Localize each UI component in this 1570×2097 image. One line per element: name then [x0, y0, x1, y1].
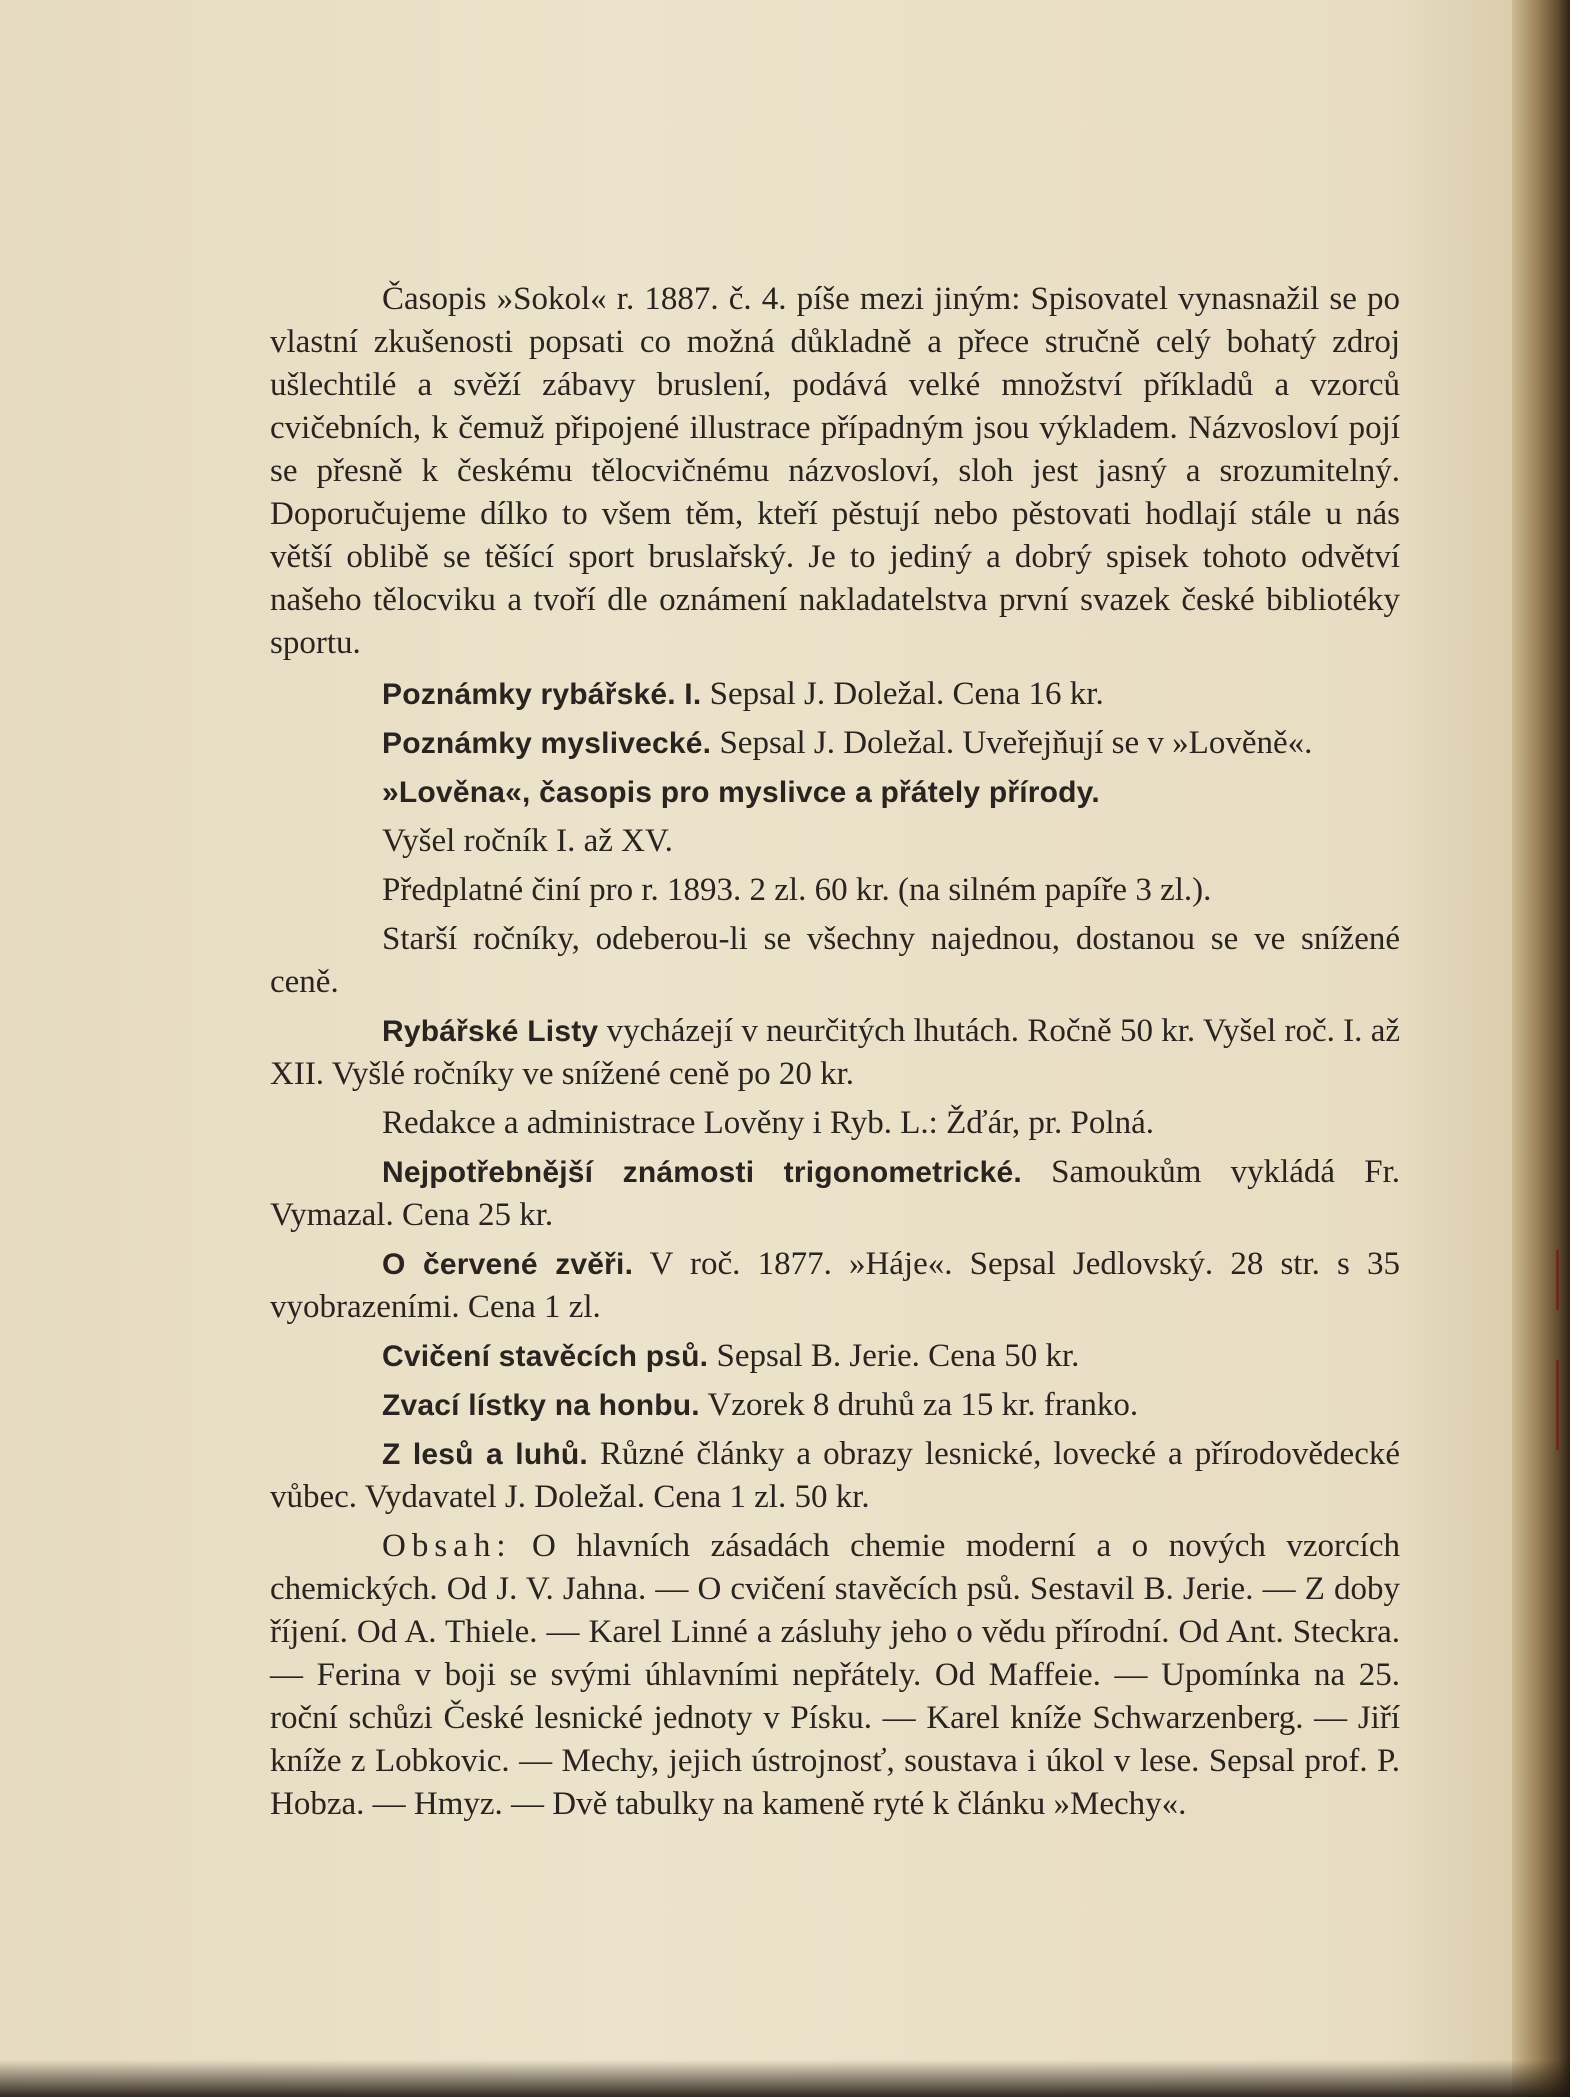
entry-title: Zvací lístky na honbu.: [382, 1389, 700, 1422]
entry-text: Starší ročníky, odeberou-li se všechny najednou, dostanou se ve snížené ceně.: [270, 921, 1400, 1000]
page-bottom-shadow: [0, 2060, 1570, 2097]
entry-title: Cvičení stavěcích psů.: [382, 1340, 709, 1373]
entry-text: Vyšel ročník I. až XV.: [382, 823, 673, 859]
entry-poznamky-rybarske: [270, 673, 1400, 716]
sokol-review-paragraph: Časopis »Sokol« r. 1887. č. 4. píše mezi jiným: Spisovatel vynasnažil se po vlastní zkušenosti popsati co možná důkladně a přece stručně celý bohatý zdroj ušlechtilé a svěží zábavy bruslení, podává velké množství příkladů a vzorců cvičebních, k čemuž připojené illustrace případným jsou výkladem. Názvosloví pojí se přesně k českému tělocvičnému názvosloví, sloh jest jasný a srozumitelný. Doporučujeme dílko to všem těm, kteří pěstují nebo pěstovati hodlají stále u nás větší oblibě se těšící sport bruslařský. Je to jediný a dobrý spisek tohoto odvětví našeho tělocviku a tvoří dle oznámení nakladatelstva první svazek české bibliotéky sportu.: [270, 281, 1400, 661]
entry-title: Rybářské Listy: [382, 1015, 599, 1048]
entry-lovena-vysel: [270, 820, 1400, 863]
entry-text: Vzorek 8 druhů za 15 kr. franko.: [699, 1387, 1139, 1423]
entry-zvaci-listky: [270, 1384, 1400, 1427]
entry-text: vycházejí v neurčitých lhutách. Ročně 50 kr. Vyšel roč. I. až XII. Vyšlé ročníky ve snížené ceně po 20 kr.: [270, 1013, 1400, 1092]
entry-z-lesu: [270, 1433, 1400, 1519]
entry-lovena-starsi: [270, 918, 1400, 1004]
page-text: [270, 278, 1400, 1832]
entry-redakce: [270, 1102, 1400, 1145]
entry-trigonometricke: [270, 1151, 1400, 1237]
entry-text: V roč. 1877. »Háje«. Sepsal Jedlovský. 28 str. s 35 vyobrazeními. Cena 1 zl.: [270, 1246, 1401, 1325]
entry-text: Sepsal B. Jerie. Cena 50 kr.: [708, 1338, 1080, 1374]
entry-text: Předplatné činí pro r. 1893. 2 zl. 60 kr. (na silném papíře 3 zl.).: [382, 872, 1212, 908]
entry-title: Z lesů a luhů.: [382, 1438, 588, 1471]
obsah-paragraph: [270, 1525, 1400, 1826]
spine-mark: [1556, 1250, 1559, 1310]
entry-lovena-title: [270, 771, 1400, 814]
entry-cervene-zveri: [270, 1243, 1400, 1329]
entry-rybarske-listy: [270, 1010, 1400, 1096]
spine-mark: [1556, 1360, 1559, 1450]
entry-text: Různé články a obrazy lesnické, lovecké a přírodovědecké vůbec. Vydavatel J. Doležal. Cena 1 zl. 50 kr.: [270, 1436, 1400, 1515]
entry-poznamky-myslivecke: [270, 722, 1400, 765]
entry-lovena-predplatne: [270, 869, 1400, 912]
entry-text: Redakce a administrace Lověny i Ryb. L.: Žďár, pr. Polná.: [382, 1105, 1154, 1141]
obsah-label: Obsah:: [382, 1528, 512, 1564]
entry-title: Poznámky myslivecké.: [382, 727, 712, 760]
entry-title: Nejpotřebnější známosti trigonometrické.: [382, 1156, 1022, 1189]
obsah-text: O hlavních zásadách chemie moderní a o nových vzorcích chemických. Od J. V. Jahna. — O cvičení stavěcích psů. Sestavil B. Jerie. — Z doby říjení. Od A. Thiele. — Karel Linné a zásluhy jeho o vědu přírodní. Od Ant. Steckra. — Ferina v boji se svými úhlavními nepřátely. Od Maffeie. — Upomínka na 25. roční schůzi České lesnické jednoty v Písku. — Karel kníže Schwarzenberg. — Jiří kníže z Lobkovic. — Mechy, jejich ústrojnosť, soustava i úkol v lese. Sepsal prof. P. Hobza. — Hmyz. — Dvě tabulky na kameně ryté k článku »Mechy«.: [270, 1528, 1400, 1822]
entry-text: Samoukům vykládá Fr. Vymazal. Cena 25 kr.: [270, 1154, 1400, 1233]
entry-title: Poznámky rybářské. I.: [382, 678, 702, 711]
book-spine-edge: [1512, 0, 1570, 2097]
entry-text: Sepsal J. Doležal. Uveřejňují se v »Lověně«.: [711, 725, 1313, 761]
entry-title: O červené zvěři.: [382, 1248, 634, 1281]
entry-text: Sepsal J. Doležal. Cena 16 kr.: [701, 676, 1104, 712]
entry-cviceni-psu: [270, 1335, 1400, 1378]
entry-title: »Lověna«, časopis pro myslivce a přátely přírody.: [382, 776, 1100, 809]
